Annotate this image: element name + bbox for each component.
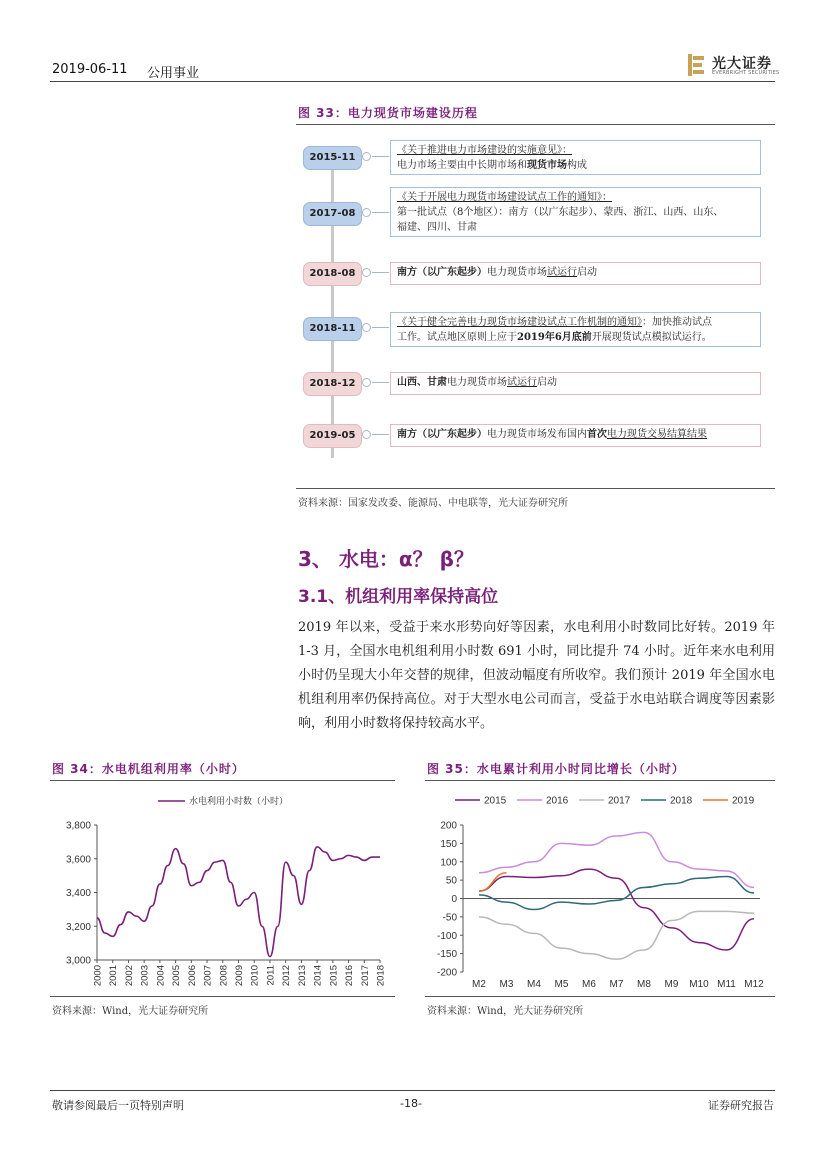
event-text: 电力现货市场发布国内 — [487, 429, 587, 440]
x-tick-label: 2008 — [218, 965, 230, 987]
x-tick-label: M7 — [609, 979, 624, 990]
x-tick-label: 2012 — [281, 965, 293, 987]
y-tick-label: 0 — [451, 894, 457, 905]
event-text: 福建、四川、甘肃 — [397, 222, 477, 233]
timeline-connector — [372, 327, 389, 328]
event-text: 第一批试点（8个地区）：南方（以广东起步）、蒙西、浙江、山西、山东、 — [397, 207, 724, 218]
timeline-axis — [331, 148, 334, 458]
event-bold-text: 南方（以广东起步） — [397, 267, 487, 278]
timeline-event-box — [390, 187, 761, 237]
timeline-node-icon — [362, 430, 371, 439]
timeline-connector — [372, 156, 389, 157]
x-tick-label: 2015 — [328, 965, 340, 987]
fig35-bottom-rule — [425, 996, 775, 997]
event-text: 电力现货市场 — [447, 377, 507, 388]
fig34-title: 图 34：水电机组利用率（小时） — [52, 762, 245, 776]
timeline-node-icon — [362, 378, 371, 387]
x-tick-label: 2016 — [344, 965, 356, 987]
event-text: ：加快推动试点 — [642, 317, 712, 328]
x-tick-label: M4 — [527, 979, 541, 990]
event-underline-text: 试运行 — [547, 267, 577, 278]
event-text: 启动 — [537, 377, 557, 388]
fig34-chart — [50, 782, 395, 995]
series-line-2016 — [479, 832, 754, 887]
event-doc-title: 《关于健全完善电力现货市场建设试点工作机制的通知》 — [397, 317, 642, 328]
event-text: 启动 — [577, 267, 597, 278]
timeline-connector — [372, 272, 389, 273]
fig35-source: 资料来源：Wind，光大证券研究所 — [427, 1006, 584, 1017]
event-bold-text: 2019年6月底前 — [517, 332, 592, 343]
timeline-connector — [372, 434, 389, 435]
x-tick-label: M5 — [554, 979, 569, 990]
timeline-event-box — [390, 372, 761, 395]
x-tick-label: 2005 — [171, 965, 183, 987]
x-tick-label: M12 — [744, 979, 764, 990]
legend-label: 2018 — [670, 795, 693, 807]
timeline-date: 2018-11 — [303, 317, 362, 341]
x-tick-label: M2 — [472, 979, 486, 990]
page-number: -18- — [400, 1097, 422, 1110]
event-bold-text: 现货市场 — [527, 160, 567, 171]
x-tick-label: M10 — [689, 979, 709, 990]
timeline-date: 2017-08 — [303, 202, 362, 226]
fig35-top-rule — [425, 780, 775, 781]
timeline-node-icon — [362, 268, 371, 277]
y-tick-label: -200 — [436, 967, 457, 979]
y-tick-label: 3,400 — [65, 888, 91, 899]
x-tick-label: 2002 — [123, 965, 135, 987]
fig33-source: 资料来源：国家发改委、能源局、中电联等，光大证券研究所 — [298, 498, 568, 509]
y-tick-label: 100 — [440, 857, 457, 869]
fig35-chart — [425, 782, 775, 995]
legend-label: 2016 — [546, 795, 569, 807]
timeline-event-box — [390, 140, 761, 175]
timeline-event-box — [390, 312, 761, 347]
legend-label: 2015 — [484, 795, 507, 807]
fig34-top-rule — [50, 780, 395, 781]
timeline-connector — [372, 212, 389, 213]
x-tick-label: 2010 — [249, 965, 261, 987]
event-bold-text: 首次 — [587, 429, 607, 440]
series-line-2017 — [479, 911, 754, 959]
y-tick-label: -50 — [442, 912, 457, 924]
y-tick-label: 50 — [445, 875, 457, 887]
x-tick-label: 2001 — [108, 965, 120, 987]
x-tick-label: M8 — [637, 979, 651, 990]
event-bold-text: 山西、甘肃 — [397, 377, 447, 388]
x-tick-label: 2009 — [234, 965, 245, 987]
body-paragraph: 2019 年以来，受益于来水形势向好等因素，水电利用小时数同比好转。2019 年 1-3 月，全国水电机组利用小时数 691 小时，同比提升 74 小时。近年来水电利用小时仍呈现大小年交替的规律，但波动幅度有所收窄。我们预计 2019 年全国水电机组利用率仍保持高位。对于大型水电公司而言，受益于水电站联合调度等因素影响，利用小时数将保持较高水平。 — [298, 620, 775, 731]
fig33-title: 图 33：电力现货市场建设历程 — [298, 106, 478, 120]
event-text: 开展现货试点模拟试运行。 — [591, 332, 712, 343]
legend-label: 2017 — [608, 795, 631, 807]
fig33-top-rule — [296, 124, 775, 125]
event-underline-text: 电力现货交易结算结果 — [607, 429, 707, 440]
logo-english: EVERBRIGHT SECURITIES — [712, 70, 780, 76]
y-tick-label: 3,800 — [65, 820, 91, 832]
timeline-date: 2018-08 — [303, 262, 362, 286]
event-doc-title: 《关于推进电力市场建设的实施意见》： — [397, 145, 572, 156]
legend-label: 2019 — [732, 795, 755, 807]
series-line-2015 — [479, 869, 754, 950]
header-rule — [50, 81, 775, 82]
event-text: 工作。试点地区原则上应于 — [397, 332, 517, 343]
x-tick-label: 2000 — [92, 965, 104, 987]
x-tick-label: 2006 — [186, 965, 198, 987]
event-text: 电力现货市场 — [487, 267, 547, 278]
timeline-date: 2018-12 — [303, 372, 362, 396]
y-tick-label: -150 — [436, 949, 457, 961]
header-sector: 公用事业 — [147, 66, 200, 81]
event-bold-text: 南方（以广东起步） — [397, 429, 487, 440]
x-tick-label: M6 — [582, 979, 596, 990]
logo-name: 光大证券 — [712, 56, 772, 72]
footer-rule — [50, 1090, 775, 1091]
legend-label: 水电利用小时数（小时） — [189, 796, 289, 806]
y-tick-label: 3,000 — [65, 955, 91, 967]
timeline-connector — [372, 382, 389, 383]
y-tick-label: 3,600 — [65, 854, 91, 866]
footer-report-type: 证券研究报告 — [708, 1099, 774, 1112]
x-tick-label: M11 — [717, 979, 736, 990]
fig34-bottom-rule — [50, 996, 395, 997]
y-tick-label: 200 — [440, 820, 457, 832]
event-underline-text: 试运行 — [507, 377, 537, 388]
timeline-date: 2015-11 — [303, 146, 362, 170]
event-text: 构成 — [567, 160, 587, 171]
x-tick-label: M9 — [664, 979, 679, 990]
timeline-node-icon — [362, 152, 371, 161]
series-line — [97, 847, 380, 957]
series-line-2019 — [479, 873, 507, 891]
x-tick-label: 2017 — [359, 965, 371, 987]
fig34-source: 资料来源：Wind，光大证券研究所 — [52, 1006, 209, 1017]
fig33-bottom-rule — [296, 488, 775, 489]
timeline-event-box — [390, 262, 761, 285]
x-tick-label: 2014 — [312, 965, 324, 987]
timeline-date: 2019-05 — [303, 424, 362, 448]
x-tick-label: M3 — [499, 979, 514, 990]
event-doc-title: 《关于开展电力现货市场建设试点工作的通知》： — [397, 192, 612, 203]
x-tick-label: 2018 — [375, 965, 387, 987]
x-tick-label: 2003 — [139, 965, 151, 987]
fig35-title: 图 35：水电累计利用小时同比增长（小时） — [427, 762, 685, 776]
x-tick-label: 2007 — [202, 965, 214, 987]
timeline-node-icon — [362, 208, 371, 217]
x-tick-label: 2004 — [155, 965, 167, 987]
y-tick-label: 150 — [440, 838, 457, 850]
footer-disclaimer: 敬请参阅最后一页特别声明 — [52, 1099, 184, 1112]
timeline-event-box — [390, 424, 761, 447]
y-tick-label: 3,200 — [65, 921, 91, 933]
header-date: 2019-06-11 — [52, 62, 128, 77]
series-line-2018 — [479, 876, 754, 909]
x-tick-label: 2011 — [265, 965, 277, 986]
section-heading: 3、 水电：α？ β？ — [298, 547, 474, 571]
timeline-node-icon — [362, 323, 371, 332]
event-text: 电力市场主要由中长期市场和 — [397, 160, 527, 171]
subsection-heading: 3.1、机组利用率保持高位 — [298, 587, 499, 607]
x-tick-label: 2013 — [296, 965, 308, 987]
y-tick-label: -100 — [436, 930, 457, 942]
